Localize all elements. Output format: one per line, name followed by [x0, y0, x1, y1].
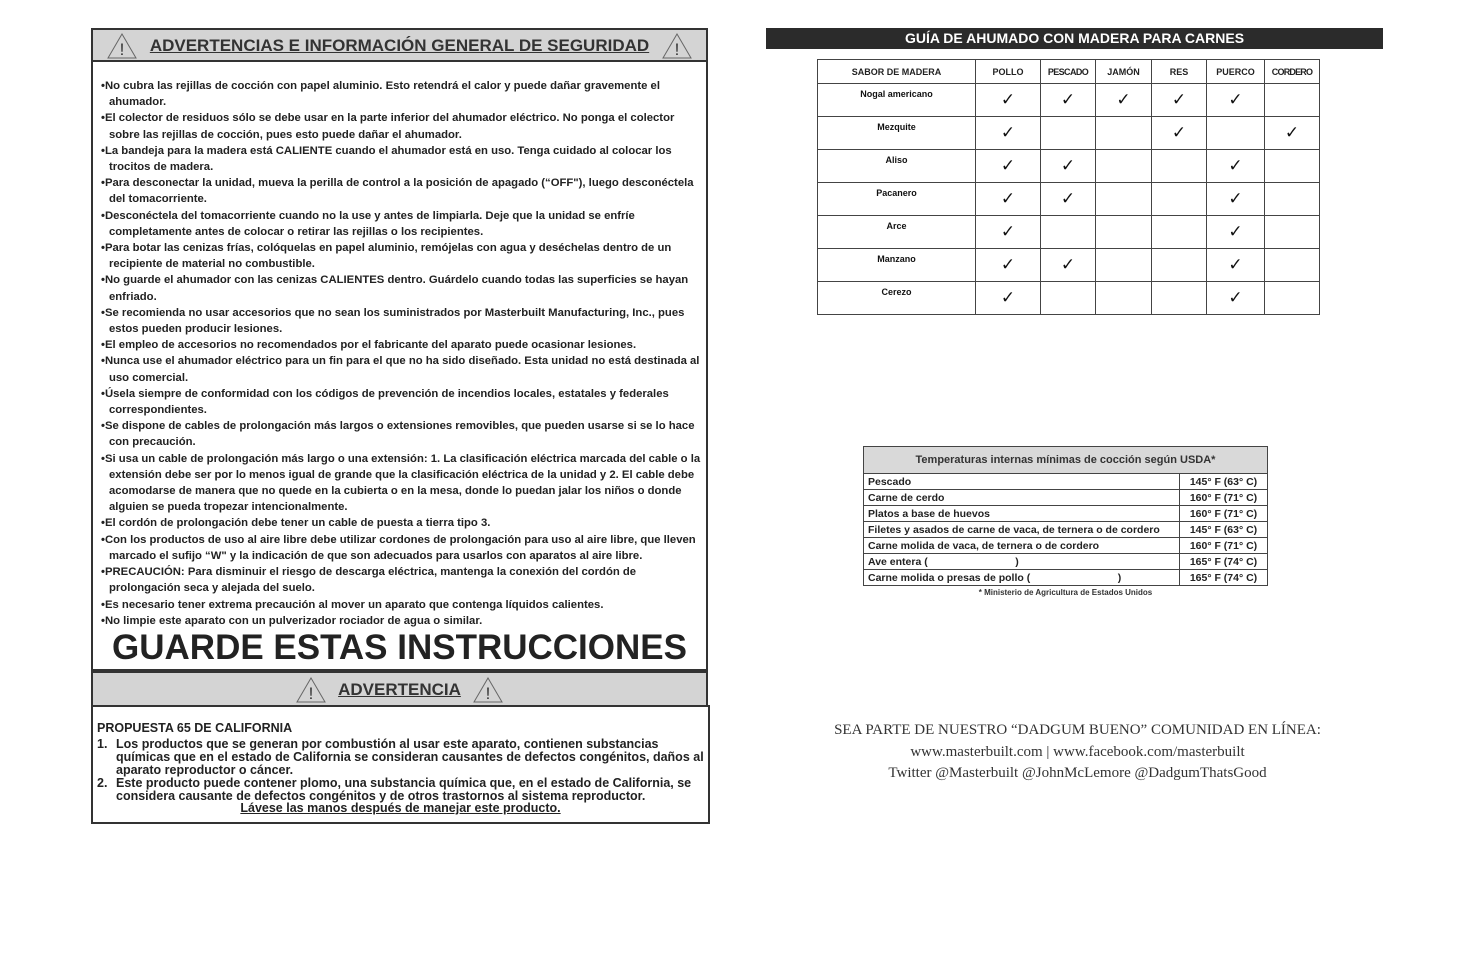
empty-cell [1152, 183, 1207, 216]
wood-name: Nogal americano [818, 84, 976, 117]
wood-name: Mezquite [818, 117, 976, 150]
temp-item: Carne molida o presas de pollo ( ) [864, 570, 1180, 586]
temp-item: Ave entera ( ) [864, 554, 1180, 570]
wood-name: Pacanero [818, 183, 976, 216]
safety-bullet: • Es necesario tener extrema precaución al mover un aparato que contenga líquidos calientes. [101, 597, 701, 613]
safety-bullet: • Se recomienda no usar accesorios que no sean los suministrados por Masterbuilt Manufacturing, Inc., pues estos pueden producir lesiones. [101, 305, 701, 337]
temp-value: 165° F (74° C) [1180, 570, 1268, 586]
empty-cell [1152, 216, 1207, 249]
temp-value: 165° F (74° C) [1180, 554, 1268, 570]
empty-cell [1041, 216, 1096, 249]
check-icon: ✓ [976, 216, 1041, 249]
wood-row [818, 249, 1320, 282]
prop65-item-text: Los productos que se generan por combustión al usar este aparato, contienen substancias químicas que en el estado de California se consideran causantes de defectos congénitos, daños al aparato reproductor o cáncer. [116, 737, 704, 777]
wood-header-cell: PESCADO [1041, 60, 1096, 84]
wood-row [818, 183, 1320, 216]
empty-cell [1152, 282, 1207, 315]
temp-value: 160° F (71° C) [1180, 538, 1268, 554]
temp-value: 160° F (71° C) [1180, 506, 1268, 522]
empty-cell [1096, 150, 1152, 183]
svg-text:!: ! [485, 684, 491, 703]
temp-value: 145° F (63° C) [1180, 522, 1268, 538]
warning-header [91, 671, 708, 707]
community-heading: SEA PARTE DE NUESTRO “DADGUM BUENO” COMUNIDAD EN LÍNEA: [834, 722, 1321, 738]
safety-header [93, 30, 706, 62]
safety-bullet: • La bandeja para la madera está CALIENTE cuando el ahumador está en uso. Tenga cuidado al colocar los trocitos de madera. [101, 143, 701, 175]
wood-name: Arce [818, 216, 976, 249]
empty-cell [1265, 150, 1320, 183]
wood-header-cell: CORDERO [1265, 60, 1320, 84]
wood-name: Manzano [818, 249, 976, 282]
usda-temperature-table [863, 446, 1268, 586]
safety-bullet: • Nunca use el ahumador eléctrico para un fin para el que no ha sido diseñado. Esta unidad no está destinada al uso comercial. [101, 353, 701, 385]
safety-header-title: ADVERTENCIAS E INFORMACIÓN GENERAL DE SEGURIDAD [149, 36, 650, 55]
safety-bullet: • No guarde el ahumador con las cenizas CALIENTES dentro. Guárdelo cuando todas las superficies se hayan enfriado. [101, 272, 701, 304]
check-icon: ✓ [1041, 249, 1096, 282]
wood-header-cell: PUERCO [1207, 60, 1265, 84]
prop65-item [97, 738, 709, 777]
svg-text:!: ! [308, 684, 314, 703]
temp-row [864, 506, 1268, 522]
empty-cell [1041, 117, 1096, 150]
prop65-wash-hands: Lávese las manos después de manejar este producto. [240, 801, 561, 815]
safety-bullet: • El empleo de accesorios no recomendados por el fabricante del aparato puede ocasionar lesiones. [101, 337, 701, 353]
wood-row [818, 117, 1320, 150]
temp-row [864, 474, 1268, 490]
wood-name: Cerezo [818, 282, 976, 315]
check-icon: ✓ [1207, 150, 1265, 183]
empty-cell [1265, 216, 1320, 249]
wood-header-cell: SABOR DE MADERA [818, 60, 976, 84]
safety-bullet: • Se dispone de cables de prolongación más largos o extensiones removibles, que pueden usarse si se lo hace con precaución. [101, 418, 701, 450]
empty-cell [1152, 150, 1207, 183]
wood-header-cell: POLLO [976, 60, 1041, 84]
safety-bullet: • Con los productos de uso al aire libre debe utilizar cordones de prolongación para uso al aire libre, que lleven marcado el sufijo “W" y la indicación de que son adecuados para usarlos con aparatos al aire libre. [101, 532, 701, 564]
check-icon: ✓ [1207, 216, 1265, 249]
empty-cell [1265, 249, 1320, 282]
temp-item: Carne de cerdo [864, 490, 1180, 506]
wood-header-cell: RES [1152, 60, 1207, 84]
safety-bullet: • Desconéctela del tomacorriente cuando no la use y antes de limpiarla. Deje que la unidad se enfríe completamente antes de colocar o retirar las rejillas o los recipientes. [101, 208, 701, 240]
warning-triangle-icon [662, 33, 692, 59]
check-icon: ✓ [1207, 282, 1265, 315]
wood-guide-table [817, 59, 1320, 315]
check-icon: ✓ [976, 249, 1041, 282]
warning-title: ADVERTENCIA [338, 680, 461, 699]
safety-bullet: • No cubra las rejillas de cocción con papel aluminio. Esto retendrá el calor y puede dañar gravemente el ahumador. [101, 78, 701, 110]
wood-guide-title: GUÍA DE AHUMADO CON MADERA PARA CARNES [766, 28, 1383, 49]
temp-table-title: Temperaturas internas mínimas de cocción según USDA* [864, 447, 1268, 474]
prop65-item [97, 777, 709, 803]
check-icon: ✓ [976, 183, 1041, 216]
wood-header-cell: JAMÓN [1096, 60, 1152, 84]
svg-text:!: ! [674, 40, 679, 59]
check-icon: ✓ [976, 117, 1041, 150]
check-icon: ✓ [1041, 150, 1096, 183]
check-icon: ✓ [1152, 117, 1207, 150]
check-icon: ✓ [976, 282, 1041, 315]
prop65-title: PROPUESTA 65 DE CALIFORNIA [97, 721, 293, 735]
community-block [820, 720, 1335, 785]
safety-warnings-box [91, 28, 708, 671]
empty-cell [1207, 117, 1265, 150]
temp-item: Carne molida de vaca, de ternera o de cordero [864, 538, 1180, 554]
safety-bullet: • Para desconectar la unidad, mueva la perilla de control a la posición de apagado (“OFF"), luego desconéctela del tomacorriente. [101, 175, 701, 207]
empty-cell [1265, 84, 1320, 117]
safety-bullet: • Para botar las cenizas frías, colóquelas en papel aluminio, remójelas con agua y deséchelas dentro de un recipiente de material no combustible. [101, 240, 701, 272]
check-icon: ✓ [1207, 249, 1265, 282]
temp-value: 145° F (63° C) [1180, 474, 1268, 490]
prop65-item-number: 1. [97, 737, 108, 751]
prop65-item-text: Este producto puede contener plomo, una substancia química que, en el estado de California, se considera causante de defectos congénitos y de otros trastornos al sistema reproductor. [116, 776, 692, 803]
empty-cell [1265, 183, 1320, 216]
empty-cell [1096, 282, 1152, 315]
svg-text:!: ! [120, 40, 125, 59]
safety-bullet: • El cordón de prolongación debe tener un cable de puesta a tierra tipo 3. [101, 515, 701, 531]
prop65-item-number: 2. [97, 776, 108, 790]
safety-bullet: • Úsela siempre de conformidad con los códigos de prevención de incendios locales, estatales y federales correspondientes. [101, 386, 701, 418]
wood-row [818, 282, 1320, 315]
check-icon: ✓ [976, 150, 1041, 183]
temp-row [864, 490, 1268, 506]
wood-row [818, 150, 1320, 183]
check-icon: ✓ [1265, 117, 1320, 150]
temp-item: Filetes y asados de carne de vaca, de ternera o de cordero [864, 522, 1180, 538]
empty-cell [1096, 216, 1152, 249]
temp-item: Platos a base de huevos [864, 506, 1180, 522]
save-instructions-heading: GUARDE ESTAS INSTRUCCIONES [112, 628, 687, 667]
empty-cell [1041, 282, 1096, 315]
wood-row [818, 216, 1320, 249]
prop65-box [91, 705, 710, 824]
temp-row [864, 554, 1268, 570]
check-icon: ✓ [1207, 84, 1265, 117]
temp-table-header-row [864, 447, 1268, 474]
warning-triangle-icon [296, 677, 326, 703]
check-icon: ✓ [1152, 84, 1207, 117]
safety-bullet: • Si usa un cable de prolongación más largo o una extensión: 1. La clasificación eléctrica marcada del cable o la extensión debe ser por lo menos igual de grande que la clasificación eléctrica de la unidad y 2. El cable debe acomodarse de manera que no quede en la cubierta o en la mesa, donde lo puedan jalar los niños o donde alguien se pueda tropezar intencionalmente. [101, 451, 701, 516]
check-icon: ✓ [1207, 183, 1265, 216]
temp-item: Pescado [864, 474, 1180, 490]
check-icon: ✓ [1041, 84, 1096, 117]
empty-cell [1265, 282, 1320, 315]
empty-cell [1096, 117, 1152, 150]
temp-row [864, 570, 1268, 586]
wood-table-header-row [818, 60, 1320, 84]
wood-table-body [818, 84, 1320, 315]
safety-bullet: • PRECAUCIÓN: Para disminuir el riesgo de descarga eléctrica, mantenga la conexión del cordón de prolongación seca y alejada del suelo. [101, 564, 701, 596]
usda-footnote: * Ministerio de Agricultura de Estados Unidos [978, 588, 1153, 597]
warning-triangle-icon [107, 33, 137, 59]
community-links[interactable]: www.masterbuilt.com | www.facebook.com/masterbuilt [910, 743, 1245, 760]
check-icon: ✓ [1096, 84, 1152, 117]
temp-value: 160° F (71° C) [1180, 490, 1268, 506]
wood-row [818, 84, 1320, 117]
wood-name: Aliso [818, 150, 976, 183]
temp-row [864, 538, 1268, 554]
warning-triangle-icon [473, 677, 503, 703]
safety-bullet: • No limpie este aparato con un pulverizador rociador de agua o similar. [101, 613, 701, 629]
community-twitter[interactable]: Twitter @Masterbuilt @JohnMcLemore @DadgumThatsGood [888, 765, 1267, 781]
check-icon: ✓ [1041, 183, 1096, 216]
empty-cell [1096, 249, 1152, 282]
safety-bullet: • El colector de residuos sólo se debe usar en la parte inferior del ahumador eléctrico. No ponga el colector sobre las rejillas de cocción, pues esto puede dañar el ahumador. [101, 110, 701, 142]
check-icon: ✓ [976, 84, 1041, 117]
temp-row [864, 522, 1268, 538]
safety-bullet-list [101, 78, 701, 629]
empty-cell [1096, 183, 1152, 216]
empty-cell [1152, 249, 1207, 282]
